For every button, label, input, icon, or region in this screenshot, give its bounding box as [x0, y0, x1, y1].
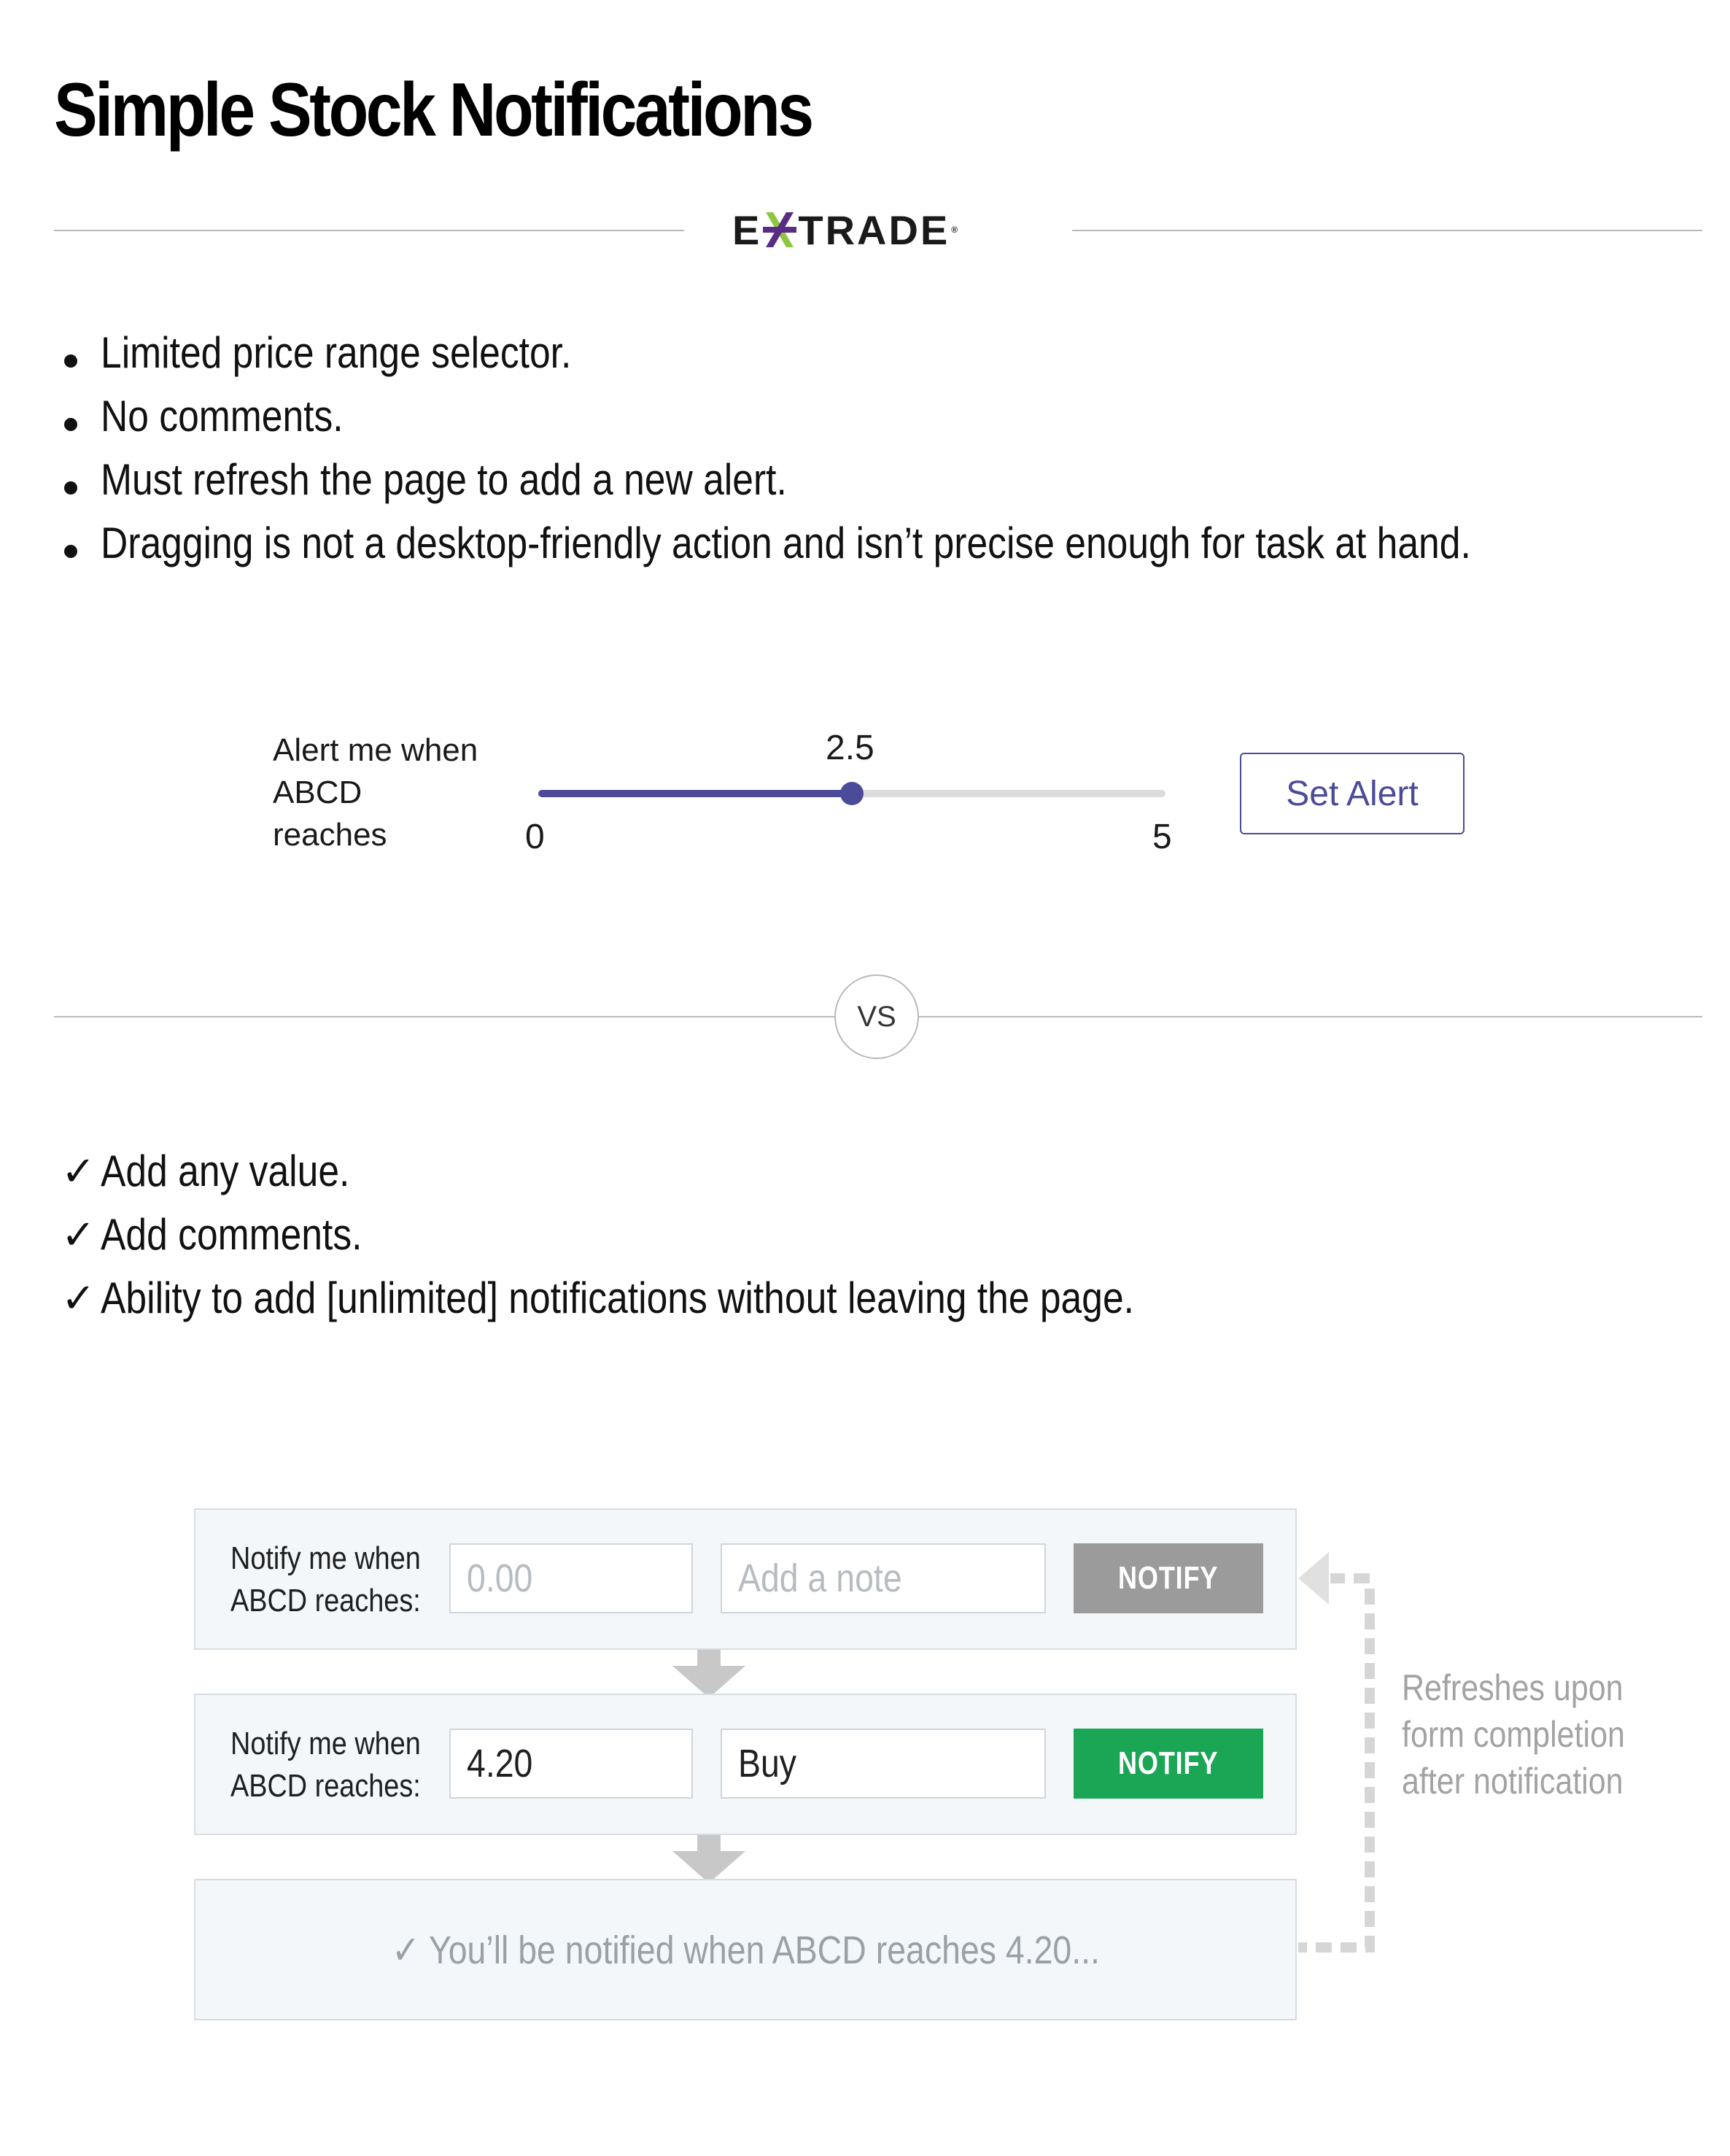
logo-x-icon — [763, 209, 796, 250]
logo-text-right: TRADE — [798, 206, 950, 253]
header-rule-right — [1072, 230, 1702, 231]
note-input[interactable]: Buy — [721, 1729, 1046, 1799]
bullet-icon — [64, 481, 77, 495]
refresh-loop-arrow-icon — [1298, 1546, 1386, 1969]
slider-min-label: 0 — [525, 818, 545, 856]
logo-registered-mark: ® — [951, 225, 961, 235]
logo-text-left: E — [732, 206, 762, 253]
cons-item: Limited price range selector. — [61, 321, 1694, 384]
slider-value-label: 2.5 — [826, 729, 874, 767]
notify-button[interactable]: NOTIFY — [1074, 1543, 1263, 1613]
pros-item: ✓ Add any value. — [61, 1139, 1303, 1203]
notify-form-empty — [194, 1508, 1297, 1650]
confirmation-message: ✓ You’ll be notified when ABCD reaches 4.20... — [391, 1928, 1100, 1972]
slider-thumb[interactable] — [840, 782, 864, 805]
bullet-icon — [64, 418, 77, 431]
price-input[interactable]: 4.20 — [449, 1729, 693, 1799]
cons-item: Dragging is not a desktop-friendly action and isn’t precise enough for task at hand. — [61, 511, 1694, 575]
set-alert-button[interactable]: Set Alert — [1240, 753, 1465, 834]
cons-item: No comments. — [61, 384, 1694, 448]
pros-list — [61, 1139, 1303, 1330]
check-icon: ✓ — [61, 1148, 96, 1194]
cons-item: Must refresh the page to add a new alert. — [61, 448, 1694, 511]
slider-track-fill — [538, 790, 852, 797]
slider-label: Alert me when ABCD reaches — [273, 732, 478, 853]
slider-max-label: 5 — [1152, 818, 1172, 856]
notify-confirmation — [194, 1879, 1297, 2020]
flow-arrow-down-icon — [672, 1650, 745, 1698]
flow-arrow-down-icon — [672, 1835, 745, 1883]
price-input[interactable]: 0.00 — [449, 1543, 693, 1613]
cons-list — [61, 321, 1694, 575]
page-title: Simple Stock Notifications — [54, 68, 812, 152]
note-input[interactable]: Add a note — [721, 1543, 1046, 1613]
notify-button[interactable]: NOTIFY — [1074, 1729, 1263, 1799]
etrade-logo — [732, 208, 960, 252]
check-icon: ✓ — [61, 1275, 96, 1321]
refresh-annotation: Refreshes upon form completion after notification — [1402, 1667, 1625, 1802]
vs-badge: VS — [834, 974, 919, 1059]
bullet-icon — [64, 354, 77, 368]
pros-item: ✓ Add comments. — [61, 1203, 1303, 1266]
notify-form-filled — [194, 1694, 1297, 1835]
notify-form-label: Notify me when ABCD reaches: — [230, 1726, 421, 1804]
header-rule-left — [54, 230, 684, 231]
notify-form-label: Notify me when ABCD reaches: — [230, 1540, 421, 1618]
check-icon: ✓ — [61, 1211, 96, 1257]
bullet-icon — [64, 545, 77, 558]
pros-item: ✓ Ability to add [unlimited] notifications without leaving the page. — [61, 1266, 1303, 1330]
